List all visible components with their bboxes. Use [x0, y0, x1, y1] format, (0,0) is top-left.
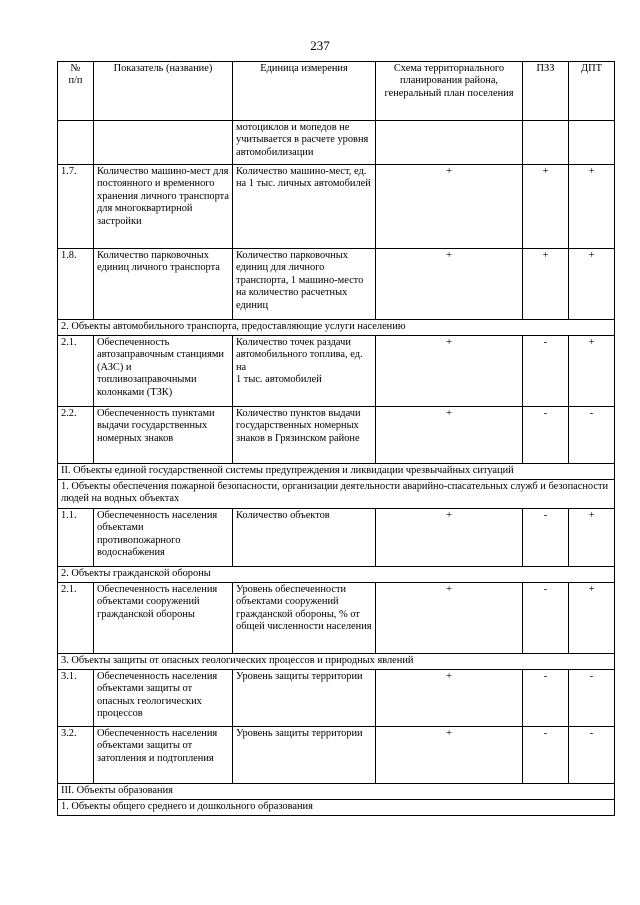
cell-scheme — [376, 121, 523, 165]
cell-unit: Уровень защиты территории — [233, 670, 376, 727]
section-row — [58, 784, 615, 800]
table-row — [58, 165, 615, 249]
cell-dpt: - — [569, 407, 615, 464]
section-title: III. Объекты образования — [58, 784, 615, 800]
cell-indicator: Обеспеченность пунктами выдачи государственных номерных знаков — [94, 407, 233, 464]
cell-indicator: Обеспеченность населения объектами защиты от затопления и подтопления — [94, 727, 233, 784]
cell-unit: Количество пунктов выдачи государственных номерных знаков в Грязинском районе — [233, 407, 376, 464]
cell-scheme: + — [376, 407, 523, 464]
cell-pzz — [523, 121, 569, 165]
table-header-row — [58, 62, 615, 121]
section-row — [58, 800, 615, 816]
header-scheme: Схема территориального планирования района, генеральный план поселения — [376, 62, 523, 121]
cell-scheme: + — [376, 249, 523, 320]
cell-num: 1.8. — [58, 249, 94, 320]
header-num: № п/п — [58, 62, 94, 121]
cell-unit: Уровень обеспеченности объектами сооружений гражданской обороны, % от общей численности населения — [233, 583, 376, 654]
cell-dpt: + — [569, 165, 615, 249]
header-pzz: ПЗЗ — [523, 62, 569, 121]
section-title: 3. Объекты защиты от опасных геологических процессов и природных явлений — [58, 654, 615, 670]
table-row — [58, 509, 615, 567]
cell-dpt: + — [569, 336, 615, 407]
table-row — [58, 670, 615, 727]
cell-pzz: + — [523, 249, 569, 320]
cell-unit: Количество парковочных единиц для личного транспорта, 1 машино-место на количество расчетных единиц — [233, 249, 376, 320]
cell-pzz: - — [523, 670, 569, 727]
cell-dpt — [569, 121, 615, 165]
cell-indicator: Количество парковочных единиц личного транспорта — [94, 249, 233, 320]
table-row — [58, 336, 615, 407]
cell-pzz: - — [523, 509, 569, 567]
section-row — [58, 654, 615, 670]
cell-dpt: + — [569, 583, 615, 654]
section-row — [58, 464, 615, 480]
table-row — [58, 727, 615, 784]
section-title: 2. Объекты автомобильного транспорта, предоставляющие услуги населению — [58, 320, 615, 336]
table-row — [58, 249, 615, 320]
cell-indicator: Обеспеченность населения объектами противопожарного водоснабжения — [94, 509, 233, 567]
cell-num: 3.1. — [58, 670, 94, 727]
cell-num: 2.2. — [58, 407, 94, 464]
cell-pzz: - — [523, 336, 569, 407]
cell-indicator: Обеспеченность населения объектами защиты от опасных геологических процессов — [94, 670, 233, 727]
cell-pzz: + — [523, 165, 569, 249]
cell-indicator: Обеспеченность населения объектами сооружений гражданской обороны — [94, 583, 233, 654]
header-dpt: ДПТ — [569, 62, 615, 121]
table-row — [58, 583, 615, 654]
indicator-table — [57, 61, 615, 816]
header-indicator: Показатель (название) — [94, 62, 233, 121]
cell-pzz: - — [523, 407, 569, 464]
page-number: 237 — [310, 38, 330, 53]
cell-scheme: + — [376, 165, 523, 249]
cell-unit: Количество объектов — [233, 509, 376, 567]
section-title: 1. Объекты обеспечения пожарной безопасности, организации деятельности аварийно-спасательных служб и безопасности людей на водных объектах — [58, 480, 615, 509]
cell-dpt: - — [569, 727, 615, 784]
section-row — [58, 320, 615, 336]
cell-unit: Уровень защиты территории — [233, 727, 376, 784]
section-title: II. Объекты единой государственной системы предупреждения и ликвидации чрезвычайных ситуаций — [58, 464, 615, 480]
cell-pzz: - — [523, 727, 569, 784]
cell-indicator — [94, 121, 233, 165]
section-row — [58, 480, 615, 509]
cell-dpt: + — [569, 509, 615, 567]
cell-indicator: Обеспеченность автозаправочным станциями (АЗС) и топливозаправочными колонками (ТЗК) — [94, 336, 233, 407]
cell-indicator: Количество машино-мест для постоянного и временного хранения личного транспорта для многоквартирной застройки — [94, 165, 233, 249]
cell-scheme: + — [376, 509, 523, 567]
cell-unit: Количество машино-мест, ед. на 1 тыс. личных автомобилей — [233, 165, 376, 249]
cell-num: 1.1. — [58, 509, 94, 567]
cell-dpt: + — [569, 249, 615, 320]
table-row — [58, 121, 615, 165]
cell-pzz: - — [523, 583, 569, 654]
cell-num — [58, 121, 94, 165]
section-title: 2. Объекты гражданской обороны — [58, 567, 615, 583]
cell-unit: Количество точек раздачи автомобильного топлива, ед. на 1 тыс. автомобилей — [233, 336, 376, 407]
section-title: 1. Объекты общего среднего и дошкольного образования — [58, 800, 615, 816]
section-row — [58, 567, 615, 583]
cell-scheme: + — [376, 583, 523, 654]
cell-num: 2.1. — [58, 583, 94, 654]
cell-unit: мотоциклов и мопедов не учитывается в расчете уровня автомобилизации — [233, 121, 376, 165]
cell-dpt: - — [569, 670, 615, 727]
cell-scheme: + — [376, 727, 523, 784]
header-unit: Единица измерения — [233, 62, 376, 121]
table-row — [58, 407, 615, 464]
cell-num: 1.7. — [58, 165, 94, 249]
cell-scheme: + — [376, 336, 523, 407]
cell-scheme: + — [376, 670, 523, 727]
cell-num: 3.2. — [58, 727, 94, 784]
cell-num: 2.1. — [58, 336, 94, 407]
